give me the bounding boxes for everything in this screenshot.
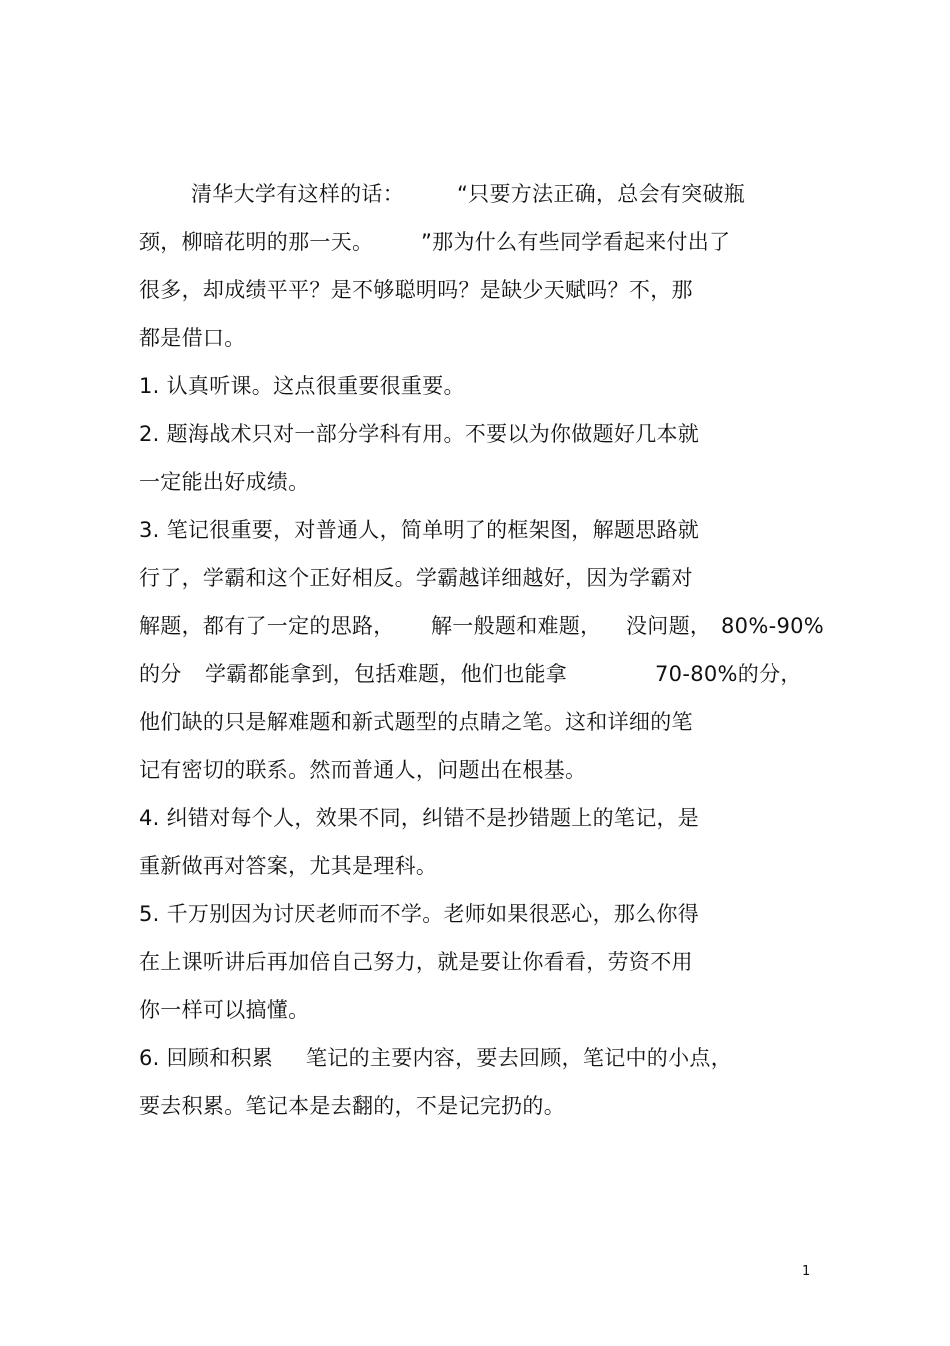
text-segment: 80%-90% bbox=[721, 614, 825, 638]
text-segment: 笔记的主要内容，要去回顾，笔记中的小点， bbox=[306, 1046, 732, 1070]
paragraph-line: 很多，却成绩平平？是不够聪明吗？是缺少天赋吗？不，那 bbox=[139, 278, 693, 302]
list-item-line: 重新做再对答案，尤其是理科。 bbox=[139, 854, 438, 878]
text-segment: 解一般题和难题， bbox=[431, 614, 602, 638]
list-item-line: 记有密切的联系。然而普通人，问题出在根基。 bbox=[139, 758, 587, 782]
list-item-line: 3. 笔记很重要，对普通人，简单明了的框架图，解题思路就 bbox=[139, 518, 700, 542]
list-item-line: 5. 千万别因为讨厌老师而不学。老师如果很恶心，那么你得 bbox=[139, 902, 700, 926]
list-item-line: 一定能出好成绩。 bbox=[139, 470, 310, 494]
list-item-line: 1. 认真听课。这点很重要很重要。 bbox=[139, 374, 465, 398]
text-segment: 没问题， bbox=[626, 614, 712, 638]
text-segment: 学霸都能拿到，包括难题，他们也能拿 bbox=[205, 662, 568, 686]
text-segment: 清华大学有这样的话： bbox=[191, 182, 404, 206]
list-item-line: 2. 题海战术只对一部分学科有用。不要以为你做题好几本就 bbox=[139, 422, 700, 446]
list-item-line: 他们缺的只是解难题和新式题型的点睛之笔。这和详细的笔 bbox=[139, 710, 693, 734]
list-item-line: 在上课听讲后再加倍自己努力，就是要让你看看，劳资不用 bbox=[139, 950, 693, 974]
list-item-line: 行了，学霸和这个正好相反。学霸越详细越好，因为学霸对 bbox=[139, 566, 693, 590]
list-item-line: 你一样可以搞懂。 bbox=[139, 998, 310, 1022]
text-segment: 6. 回顾和积累 bbox=[139, 1046, 274, 1070]
paragraph-line: 都是借口。 bbox=[139, 326, 246, 350]
list-item-line: 4. 纠错对每个人，效果不同，纠错不是抄错题上的笔记，是 bbox=[139, 806, 700, 830]
page-number: 1 bbox=[802, 1264, 811, 1279]
text-segment: “只要方法正确，总会有突破瓶 bbox=[457, 182, 746, 206]
text-segment: 70-80%的分， bbox=[655, 662, 802, 686]
text-segment: 的分 bbox=[139, 662, 182, 686]
text-segment: 解题，都有了一定的思路， bbox=[139, 614, 395, 638]
list-item-line: 要去积累。笔记本是去翻的，不是记完扔的。 bbox=[139, 1094, 565, 1118]
text-segment: ”那为什么有些同学看起来付出了 bbox=[421, 230, 731, 254]
text-segment: 颈，柳暗花明的那一天。 bbox=[139, 230, 374, 254]
